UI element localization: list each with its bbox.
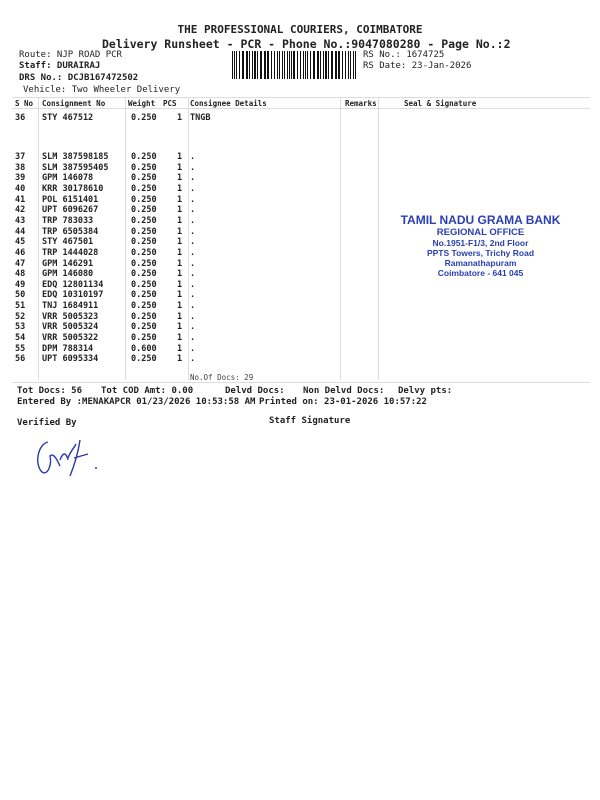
barcode-bar [335,51,337,79]
printed-on: Printed on: 23-01-2026 10:57:22 [259,397,427,407]
table-row [0,333,600,344]
table-row [0,280,600,291]
cell-sno: 36 [15,113,26,123]
cell-wt: 0.250 [131,237,157,248]
barcode-bar [305,51,306,79]
cell-wt: 0.250 [131,333,157,344]
cell-wt: 0.250 [131,183,157,194]
cell-cn: KRR 30178610 [42,183,104,194]
cell-pcs: 1 [177,113,183,123]
cell-pcs: 1 [177,247,183,258]
barcode-bar [348,51,349,79]
handwritten-signature [30,434,105,479]
cell-pcs: 1 [177,162,183,173]
company-title: THE PROFESSIONAL COURIERS, COIMBATORE [177,23,423,36]
cell-pcs: 1 [177,226,183,237]
barcode-bar [236,51,237,79]
barcode-bar [284,51,285,79]
barcode-bar [317,51,319,79]
entered-by: Entered By :MENAKAPCR 01/23/2026 10:53:58 AM [17,397,256,407]
cell-details: . [190,162,196,173]
cell-sno: 48 [15,269,26,280]
cell-details: . [190,215,196,226]
cell-cn: EDQ 12801134 [42,279,104,290]
cell-details: . [190,247,196,258]
barcode-bar [331,51,333,79]
barcode-bar [293,51,295,79]
cell-sno: 52 [15,311,26,322]
barcode-bar [342,51,343,79]
barcode-bar [232,51,233,79]
cell-wt: 0.250 [131,113,157,123]
bank-stamp [393,213,568,278]
cell-cn: POL 6151401 [42,194,99,205]
cell-cn: VRR 5005322 [42,333,99,344]
stamp-line: TAMIL NADU GRAMA BANK [400,213,561,227]
tot-cod: Tot COD Amt: 0.00 [101,386,194,396]
cell-pcs: 1 [177,290,183,301]
cell-cn: UPT 6095334 [42,354,99,365]
cell-details: . [190,269,196,280]
cell-cn: STY 467512 [42,113,94,123]
table-row [0,184,600,195]
barcode-bar [291,51,292,79]
stamp-line: Ramanathapuram [444,258,517,268]
cell-sno: 51 [15,301,26,312]
cell-wt: 0.250 [131,322,157,333]
col-consignment: Consignment No [42,99,106,108]
col-sno: S No [15,99,34,108]
cell-wt: 0.250 [131,226,157,237]
cell-pcs: 1 [177,343,183,354]
cell-cn: SLM 387595405 [42,162,109,173]
cell-sno: 44 [15,226,26,237]
table-row [0,312,600,323]
barcode [232,51,360,79]
cell-sno: 43 [15,215,26,226]
stamp-line: No.1951-F1/3, 2nd Floor [432,238,529,248]
cell-details: . [190,205,196,216]
cell-sno: 40 [15,183,26,194]
cell-wt: 0.250 [131,311,157,322]
table-row [0,152,600,163]
cell-pcs: 1 [177,183,183,194]
cell-pcs: 1 [177,173,183,184]
cell-sno: 55 [15,343,26,354]
table-row [0,163,600,174]
barcode-bar [300,51,301,79]
table-row [0,173,600,184]
cell-pcs: 1 [177,215,183,226]
stamp-line: Coimbatore - 641 045 [437,268,524,278]
rs-date: RS Date: 23-Jan-2026 [363,61,472,71]
cell-pcs: 1 [177,279,183,290]
cell-sno: 53 [15,322,26,333]
col-remarks: Remarks [345,99,377,108]
barcode-bar [252,51,253,79]
cell-details: TNGB [190,113,211,123]
cell-pcs: 1 [177,322,183,333]
delvd-docs: Delvd Docs: [225,386,285,396]
cell-sno: 50 [15,290,26,301]
cell-wt: 0.250 [131,173,157,184]
cell-cn: VRR 5005323 [42,311,99,322]
stamp-line: PPTS Towers, Trichy Road [426,248,535,258]
cell-details: . [190,333,196,344]
barcode-bar [307,51,308,79]
cell-cn: DPM 788314 [42,343,94,354]
cell-wt: 0.250 [131,269,157,280]
cell-pcs: 1 [177,205,183,216]
barcode-bar [353,51,354,79]
barcode-bar [246,51,248,79]
cell-sno: 47 [15,258,26,269]
col-seal: Seal & Signature [404,99,477,108]
cell-wt: 0.250 [131,279,157,290]
cell-pcs: 1 [177,301,183,312]
barcode-bar [264,51,266,79]
cell-wt: 0.250 [131,354,157,365]
cell-cn: EDQ 10310197 [42,290,104,301]
barcode-bar [320,51,321,79]
barcode-bar [274,51,275,79]
cell-sno: 56 [15,354,26,365]
barcode-bar [297,51,298,79]
barcode-bar [254,51,256,79]
barcode-bar [279,51,280,79]
cell-wt: 0.250 [131,290,157,301]
cell-pcs: 1 [177,194,183,205]
cell-details: . [190,279,196,290]
cell-wt: 0.250 [131,215,157,226]
table-row [0,354,600,365]
barcode-bar [234,51,235,79]
cell-wt: 0.250 [131,194,157,205]
cell-details: . [190,258,196,269]
cell-cn: SLM 387598185 [42,152,109,162]
barcode-bar [287,51,288,79]
cell-details: . [190,237,196,248]
staff: Staff: DURAIRAJ [19,61,101,71]
cell-details: . [190,183,196,194]
cell-details: . [190,194,196,205]
route: Route: NJP ROAD PCR [19,50,122,60]
cell-wt: 0.250 [131,301,157,312]
cell-details: . [190,343,196,354]
barcode-bar [323,51,324,79]
rs-no: RS No.: 1674725 [363,50,445,60]
table-row [0,113,600,124]
barcode-bar [355,51,356,79]
cell-pcs: 1 [177,354,183,365]
barcode-bar [338,51,340,79]
no-of-docs: No.Of Docs: 29 [190,373,254,382]
barcode-bar [325,51,327,79]
barcode-bar [310,51,311,79]
cell-cn: VRR 5005324 [42,322,99,333]
cell-wt: 0.250 [131,258,157,269]
cell-sno: 49 [15,279,26,290]
barcode-bar [271,51,272,79]
cell-sno: 41 [15,194,26,205]
cell-cn: TRP 783033 [42,215,94,226]
cell-pcs: 1 [177,258,183,269]
cell-cn: UPT 6096267 [42,205,99,216]
cell-pcs: 1 [177,269,183,280]
cell-pcs: 1 [177,333,183,344]
cell-wt: 0.600 [131,343,157,354]
delvy-pts: Delvy pts: [398,386,453,396]
cell-cn: GPM 146291 [42,258,94,269]
non-delvd-docs: Non Delvd Docs: [303,386,385,396]
drs-no: DRS No.: DCJB167472502 [19,73,139,83]
cell-sno: 45 [15,237,26,248]
barcode-bar [239,51,240,79]
table-row [0,322,600,333]
barcode-bar [260,51,262,79]
barcode-bar [257,51,258,79]
cell-sno: 46 [15,247,26,258]
verified-by: Verified By [17,418,77,428]
barcode-bar [249,51,250,79]
staff-signature-label: Staff Signature [269,416,351,426]
cell-cn: TNJ 1684911 [42,301,99,312]
cell-details: . [190,301,196,312]
cell-sno: 37 [15,152,26,162]
col-consignee: Consignee Details [190,99,267,108]
barcode-bar [282,51,283,79]
cell-details: . [190,311,196,322]
table-row [0,301,600,312]
barcode-bar [313,51,315,79]
barcode-bar [328,51,329,79]
table-row [0,344,600,355]
cell-details: . [190,226,196,237]
cell-pcs: 1 [177,152,183,162]
vehicle: Vehicle: Two Wheeler Delivery [23,85,181,95]
barcode-bar [289,51,290,79]
cell-sno: 54 [15,333,26,344]
cell-pcs: 1 [177,237,183,248]
cell-details: . [190,173,196,184]
cell-cn: GPM 146078 [42,173,94,184]
barcode-bar [345,51,346,79]
cell-details: . [190,152,196,162]
col-pcs: PCS [163,99,177,108]
barcode-bar [267,51,269,79]
barcode-bar [242,51,244,79]
table-row [0,290,600,301]
cell-cn: STY 467501 [42,237,94,248]
cell-sno: 39 [15,173,26,184]
barcode-bar [277,51,278,79]
cell-wt: 0.250 [131,247,157,258]
barcode-bar [350,51,351,79]
cell-sno: 42 [15,205,26,216]
col-weight: Weight [128,99,156,108]
stamp-line: REGIONAL OFFICE [436,227,525,238]
cell-wt: 0.250 [131,162,157,173]
cell-details: . [190,322,196,333]
cell-pcs: 1 [177,311,183,322]
cell-details: . [190,354,196,365]
cell-wt: 0.250 [131,205,157,216]
barcode-bar [303,51,304,79]
cell-cn: TRP 1444028 [42,247,99,258]
cell-details: . [190,290,196,301]
tot-docs: Tot Docs: 56 [17,386,83,396]
table-row [0,195,600,206]
cell-wt: 0.250 [131,152,157,162]
cell-cn: TRP 6505384 [42,226,99,237]
cell-cn: GPM 146080 [42,269,94,280]
runsheet-subtitle: Delivery Runsheet - PCR - Phone No.:9047080280 - Page No.:2 [102,37,511,51]
cell-sno: 38 [15,162,26,173]
